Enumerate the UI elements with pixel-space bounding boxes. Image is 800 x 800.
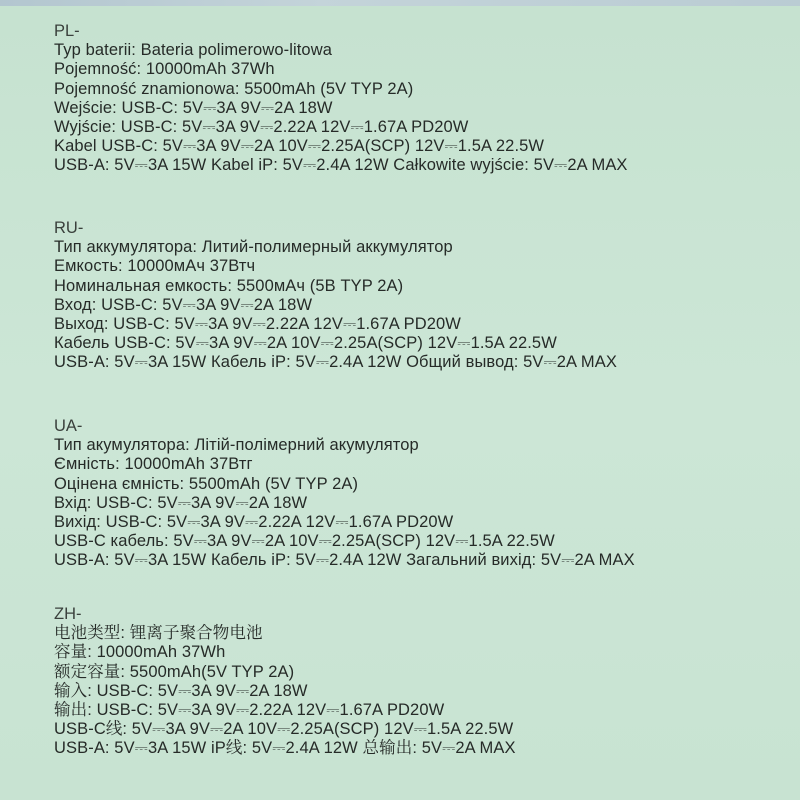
usb-c-cable-line: Kabel USB-C: 5V⎓3A 9V⎓2A 10V⎓2.25A(SCP) 12V⎓1.5A 22.5W	[54, 137, 545, 156]
rated-capacity-line: 额定容量: 5500mAh(5V TYP 2A)	[54, 662, 295, 681]
capacity-line: Pojemność: 10000mAh 37Wh	[54, 60, 275, 79]
output-line: Вихід: USB-C: 5V⎓3A 9V⎓2.22A 12V⎓1.67A PD20W	[54, 513, 454, 532]
input-line: 输入: USB-C: 5V⎓3A 9V⎓2A 18W	[54, 681, 308, 700]
rated-capacity-line: Pojemność znamionowa: 5500mAh (5V TYP 2A)	[54, 79, 414, 98]
capacity-line: Емкость: 10000мАч 37Втч	[54, 257, 256, 276]
section-ua	[54, 417, 794, 571]
section-code: ZH-	[54, 605, 82, 623]
rated-capacity-line: Номинальная емкость: 5500мАч (5В TYP 2A)	[54, 276, 404, 295]
battery-type-line: 电池类型: 锂离子聚合物电池	[54, 624, 263, 643]
rated-capacity-line: Оцінена ємність: 5500mAh (5V TYP 2A)	[54, 474, 359, 493]
usb-c-cable-line: USB-C кабель: 5V⎓3A 9V⎓2A 10V⎓2.25A(SCP) 12V⎓1.5A 22.5W	[54, 532, 555, 551]
usb-a-total-line: USB-A: 5V⎓3A 15W Кабель iP: 5V⎓2.4A 12W Загальний вихід: 5V⎓2A MAX	[54, 551, 635, 570]
section-zh	[54, 605, 794, 759]
input-line: Вхід: USB-C: 5V⎓3A 9V⎓2A 18W	[54, 493, 308, 512]
output-line: Выход: USB-C: 5V⎓3A 9V⎓2.22A 12V⎓1.67A PD20W	[54, 315, 461, 334]
output-line: 输出: USB-C: 5V⎓3A 9V⎓2.22A 12V⎓1.67A PD20W	[54, 701, 445, 720]
usb-a-total-line: USB-A: 5V⎓3A 15W iP线: 5V⎓2.4A 12W 总输出: 5V⎓2A MAX	[54, 739, 516, 758]
input-line: Вход: USB-C: 5V⎓3A 9V⎓2A 18W	[54, 295, 313, 314]
usb-c-cable-line: USB-C线: 5V⎓3A 9V⎓2A 10V⎓2.25A(SCP) 12V⎓1.5A 22.5W	[54, 720, 514, 739]
capacity-line: 容量: 10000mAh 37Wh	[54, 643, 226, 662]
section-code: RU-	[54, 219, 84, 237]
top-edge-strip	[0, 0, 800, 6]
section-code: UA-	[54, 417, 83, 435]
usb-c-cable-line: Кабель USB-C: 5V⎓3A 9V⎓2A 10V⎓2.25A(SCP) 12V⎓1.5A 22.5W	[54, 334, 557, 353]
usb-a-total-line: USB-A: 5V⎓3A 15W Kabel iP: 5V⎓2.4A 12W Całkowite wyjście: 5V⎓2A MAX	[54, 156, 628, 175]
battery-type-line: Тип аккумулятора: Литий-полимерный аккумулятор	[54, 238, 453, 257]
usb-a-total-line: USB-A: 5V⎓3A 15W Кабель iP: 5V⎓2.4A 12W Общий вывод: 5V⎓2A MAX	[54, 353, 617, 372]
battery-type-line: Тип акумулятора: Літій-полімерний акумулятор	[54, 436, 419, 455]
capacity-line: Ємність: 10000mAh 37Втг	[54, 455, 253, 474]
section-ru	[54, 219, 794, 373]
output-line: Wyjście: USB-C: 5V⎓3A 9V⎓2.22A 12V⎓1.67A PD20W	[54, 118, 469, 137]
section-code: PL-	[54, 22, 80, 40]
battery-type-line: Typ baterii: Bateria polimerowo-litowa	[54, 41, 332, 60]
input-line: Wejście: USB-C: 5V⎓3A 9V⎓2A 18W	[54, 98, 333, 117]
section-pl	[54, 22, 794, 176]
